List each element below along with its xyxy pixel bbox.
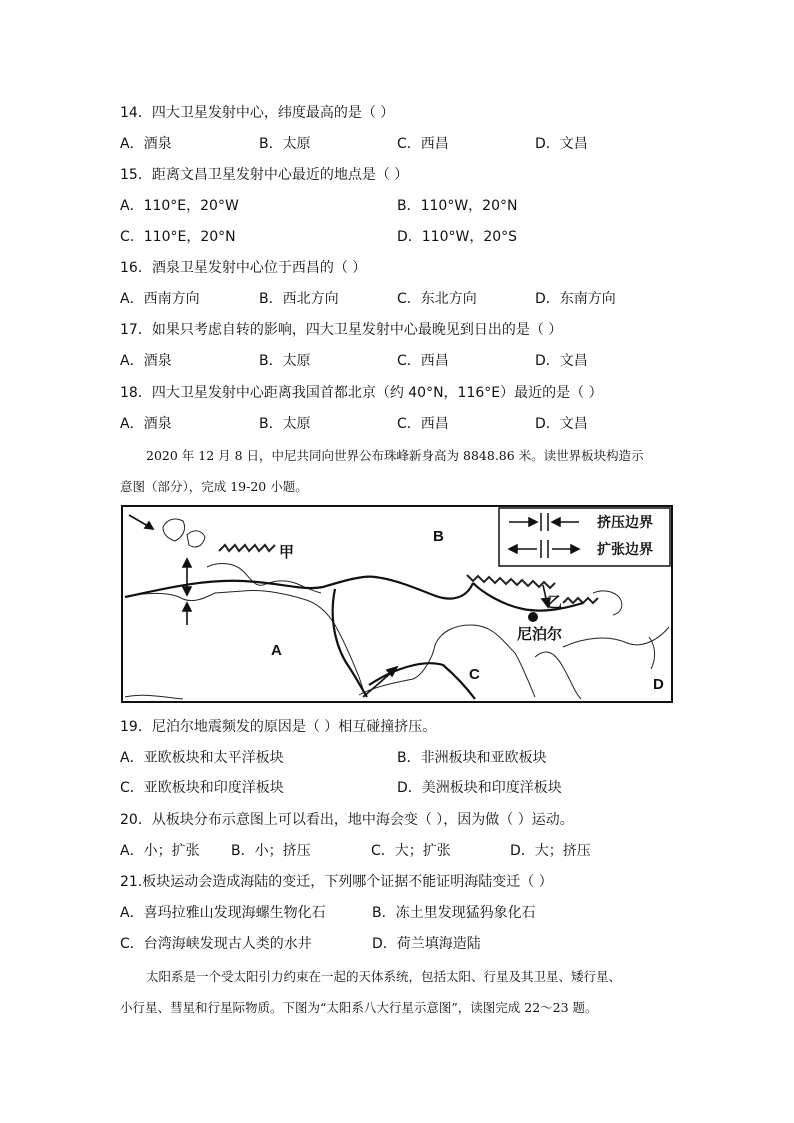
question-21-stem: 21.板块运动会造成海陆的变迁，下列哪个证据不能证明海陆变迁（ ） <box>120 874 553 890</box>
question-18-option-d: D．文昌 <box>535 416 588 432</box>
question-19-option-d: D．美洲板块和印度洋板块 <box>397 780 562 796</box>
question-20-option-c: C．大；扩张 <box>371 843 451 859</box>
passage-2-line-1: 太阳系是一个受太阳引力约束在一起的天体系统，包括太阳、行星及其卫星、矮行星、 <box>146 969 622 984</box>
label-nepal: 尼泊尔 <box>517 626 563 643</box>
question-19-stem: 19．尼泊尔地震频发的原因是（ ）相互碰撞挤压。 <box>120 719 437 735</box>
map-graphic <box>123 507 671 701</box>
question-21-option-d: D．荷兰填海造陆 <box>372 936 481 952</box>
question-14-option-a: A．酒泉 <box>120 136 172 152</box>
question-17-option-c: C．西昌 <box>397 353 449 369</box>
question-15-option-a: A．110°E，20°W <box>120 198 239 214</box>
question-20-option-d: D．大；挤压 <box>510 843 591 859</box>
plate-tectonics-map <box>121 505 673 703</box>
question-18-option-b: B．太原 <box>259 416 311 432</box>
plate-label-b: B <box>433 528 444 545</box>
label-jia: 甲 <box>279 544 295 561</box>
question-18-stem: 18．四大卫星发射中心距离我国首都北京（约 40°N，116°E）最近的是（ ） <box>120 385 603 401</box>
question-16-option-b: B．西北方向 <box>259 291 339 307</box>
question-14-stem: 14．四大卫星发射中心，纬度最高的是（ ） <box>120 105 395 121</box>
question-20-option-a: A．小；扩张 <box>120 843 200 859</box>
question-19-option-a: A．亚欧板块和太平洋板块 <box>120 750 284 766</box>
plate-boundaries <box>125 577 583 699</box>
question-15-option-b: B．110°W，20°N <box>397 198 518 214</box>
question-16-option-d: D．东南方向 <box>535 291 616 307</box>
question-20-stem: 20．从板块分布示意图上可以看出，地中海会变（ ），因为做（ ）运动。 <box>120 812 574 828</box>
question-17-option-a: A．酒泉 <box>120 353 172 369</box>
question-14-option-b: B．太原 <box>259 136 311 152</box>
plate-motion-arrows <box>129 515 550 697</box>
question-21-option-c: C．台湾海峡发现古人类的水井 <box>120 936 312 952</box>
question-17-stem: 17．如果只考虑自转的影响，四大卫星发射中心最晚见到日出的是（ ） <box>120 322 563 338</box>
question-16-option-c: C．东北方向 <box>397 291 477 307</box>
question-17-option-d: D．文昌 <box>535 353 588 369</box>
question-21-option-b: B．冻土里发现猛犸象化石 <box>372 905 536 921</box>
question-15-option-c: C．110°E，20°N <box>120 229 236 245</box>
label-yi: 乙 <box>547 594 563 611</box>
question-20-option-b: B．小；挤压 <box>231 843 311 859</box>
question-15-stem: 15．距离文昌卫星发射中心最近的地点是（ ） <box>120 167 409 183</box>
question-16-stem: 16．酒泉卫星发射中心位于西昌的（ ） <box>120 260 367 276</box>
question-21-option-a: A．喜玛拉雅山发现海螺生物化石 <box>120 905 326 921</box>
question-15-option-d: D．110°W，20°S <box>397 229 518 245</box>
question-14-option-c: C．西昌 <box>397 136 449 152</box>
question-19-option-c: C．亚欧板块和印度洋板块 <box>120 780 284 796</box>
question-14-option-d: D．文昌 <box>535 136 588 152</box>
passage-1-line-2: 意图（部分），完成 19-20 小题。 <box>120 479 308 494</box>
question-18-option-c: C．西昌 <box>397 416 449 432</box>
question-18-option-a: A．酒泉 <box>120 416 172 432</box>
plate-label-d: D <box>653 676 664 693</box>
legend-compress-label: 挤压边界 <box>597 514 653 530</box>
question-16-option-a: A．西南方向 <box>120 291 200 307</box>
passage-2-line-2: 小行星、彗星和行星际物质。下图为“太阳系八大行星示意图”，读图完成 22～23 题。 <box>120 1000 598 1015</box>
passage-1-line-1: 2020 年 12 月 8 日，中尼共同向世界公布珠峰新身高为 8848.86 米。读世界板块构造示 <box>146 448 644 463</box>
question-19-option-b: B．非洲板块和亚欧板块 <box>397 750 547 766</box>
plate-label-a: A <box>271 642 282 659</box>
legend-expand-label: 扩张边界 <box>597 541 653 557</box>
question-17-option-b: B．太原 <box>259 353 311 369</box>
plate-label-c: C <box>469 666 480 683</box>
nepal-marker <box>528 612 538 622</box>
